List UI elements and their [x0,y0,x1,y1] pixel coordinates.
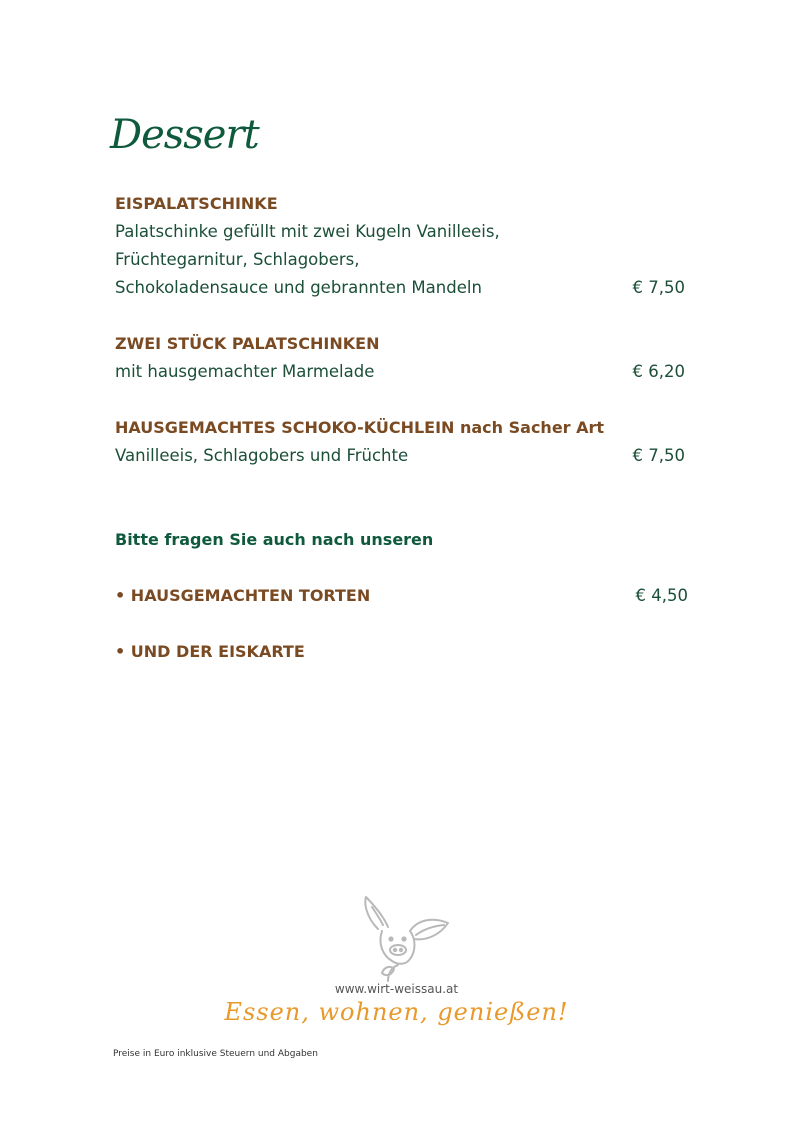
menu-item-price: € 7,50 [632,278,685,297]
tagline: Essen, wohnen, genießen! [224,998,569,1026]
bullet-item-eiskarte: • UND DER EISKARTE [115,642,305,661]
ask-heading: Bitte fragen Sie auch nach unseren [115,530,434,549]
price-note: Preise in Euro inklusive Steuern und Abgaben [113,1049,318,1059]
menu-item-price: € 6,20 [632,362,685,381]
menu-item-name: ZWEI STÜCK PALATSCHINKEN [115,334,380,353]
bullet-item-torten: • HAUSGEMACHTEN TORTEN [115,586,371,605]
bullet-item-price: € 4,50 [635,586,688,605]
menu-item-price: € 7,50 [632,446,685,465]
menu-item-description: mit hausgemachter Marmelade [115,362,375,381]
page-title: Dessert [110,112,259,158]
pig-head-logo-icon [352,895,452,985]
menu-item-name: HAUSGEMACHTES SCHOKO-KÜCHLEIN nach Sacher Art [115,418,605,437]
menu-item-name: EISPALATSCHINKE [115,194,278,213]
website-link[interactable]: www.wirt-weissau.at [334,982,459,996]
menu-item-description: Palatschinke gefüllt mit zwei Kugeln Vanilleeis, [115,222,500,241]
menu-item-description: Vanilleeis, Schlagobers und Früchte [115,446,409,465]
menu-item-description: Früchtegarnitur, Schlagobers, [115,250,360,269]
menu-item-description: Schokoladensauce und gebrannten Mandeln [115,278,482,297]
